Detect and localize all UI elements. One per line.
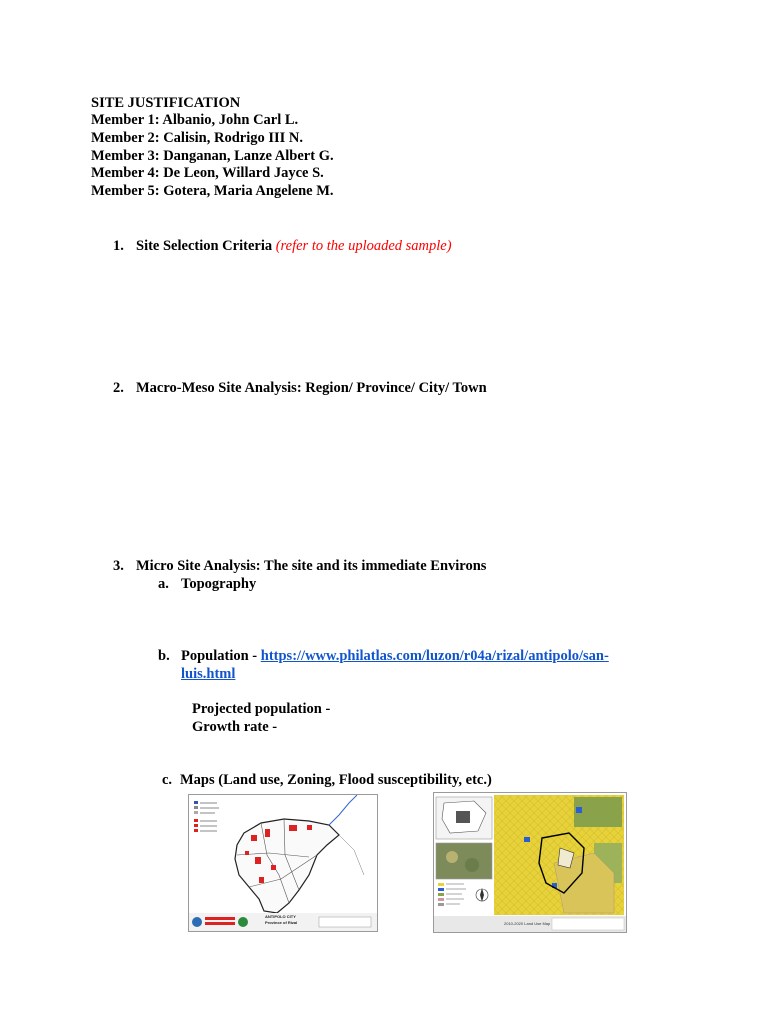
sub-b-number: b.: [158, 648, 170, 664]
boundary-map-image: [188, 794, 378, 932]
section-2-number: 2.: [113, 380, 124, 396]
population-link[interactable]: https://www.philatlas.com/luzon/r04a/rizal/antipolo/san-: [260, 648, 609, 664]
sub-c-number: c.: [162, 772, 173, 788]
section-1-title: Site Selection Criteria: [136, 238, 273, 254]
boundary-map-footer-subtitle: Province of Rizal: [265, 920, 298, 925]
growth-rate: Growth rate -: [192, 719, 278, 735]
section-1-note: (refer to the uploaded sample): [275, 238, 452, 254]
member-4: Member 4: De Leon, Willard Jayce S.: [91, 165, 324, 181]
section-1-number: 1.: [113, 238, 124, 254]
land-use-map-image: [433, 792, 627, 933]
projected-population: Projected population -: [192, 701, 331, 717]
sub-b-heading: [181, 647, 609, 665]
section-1-heading: [136, 237, 452, 255]
section-2-title: Macro-Meso Site Analysis: Region/ Province/ City/ Town: [136, 380, 487, 396]
section-3-title: Micro Site Analysis: The site and its immediate Environs: [136, 558, 487, 574]
boundary-map-footer-title: ANTIPOLO CITY: [265, 914, 296, 919]
population-link-line2[interactable]: luis.html: [181, 666, 236, 682]
member-1: Member 1: Albanio, John Carl L.: [91, 112, 299, 128]
sub-c-title: Maps (Land use, Zoning, Flood susceptibility, etc.): [180, 772, 492, 788]
member-3: Member 3: Danganan, Lanze Albert G.: [91, 148, 334, 164]
land-use-map-drawing: [434, 793, 626, 932]
land-use-map-footer: 2010-2020 Land Use Map: [504, 921, 551, 926]
member-2: Member 2: Calisin, Rodrigo III N.: [91, 130, 303, 146]
section-3-number: 3.: [113, 558, 124, 574]
sub-a-title: Topography: [181, 576, 257, 592]
member-5: Member 5: Gotera, Maria Angelene M.: [91, 183, 334, 199]
sub-a-number: a.: [158, 576, 169, 592]
doc-title: SITE JUSTIFICATION: [91, 95, 241, 111]
population-link-continued: [181, 665, 235, 683]
boundary-map-drawing: [189, 795, 377, 931]
sub-b-title: Population -: [181, 648, 261, 664]
